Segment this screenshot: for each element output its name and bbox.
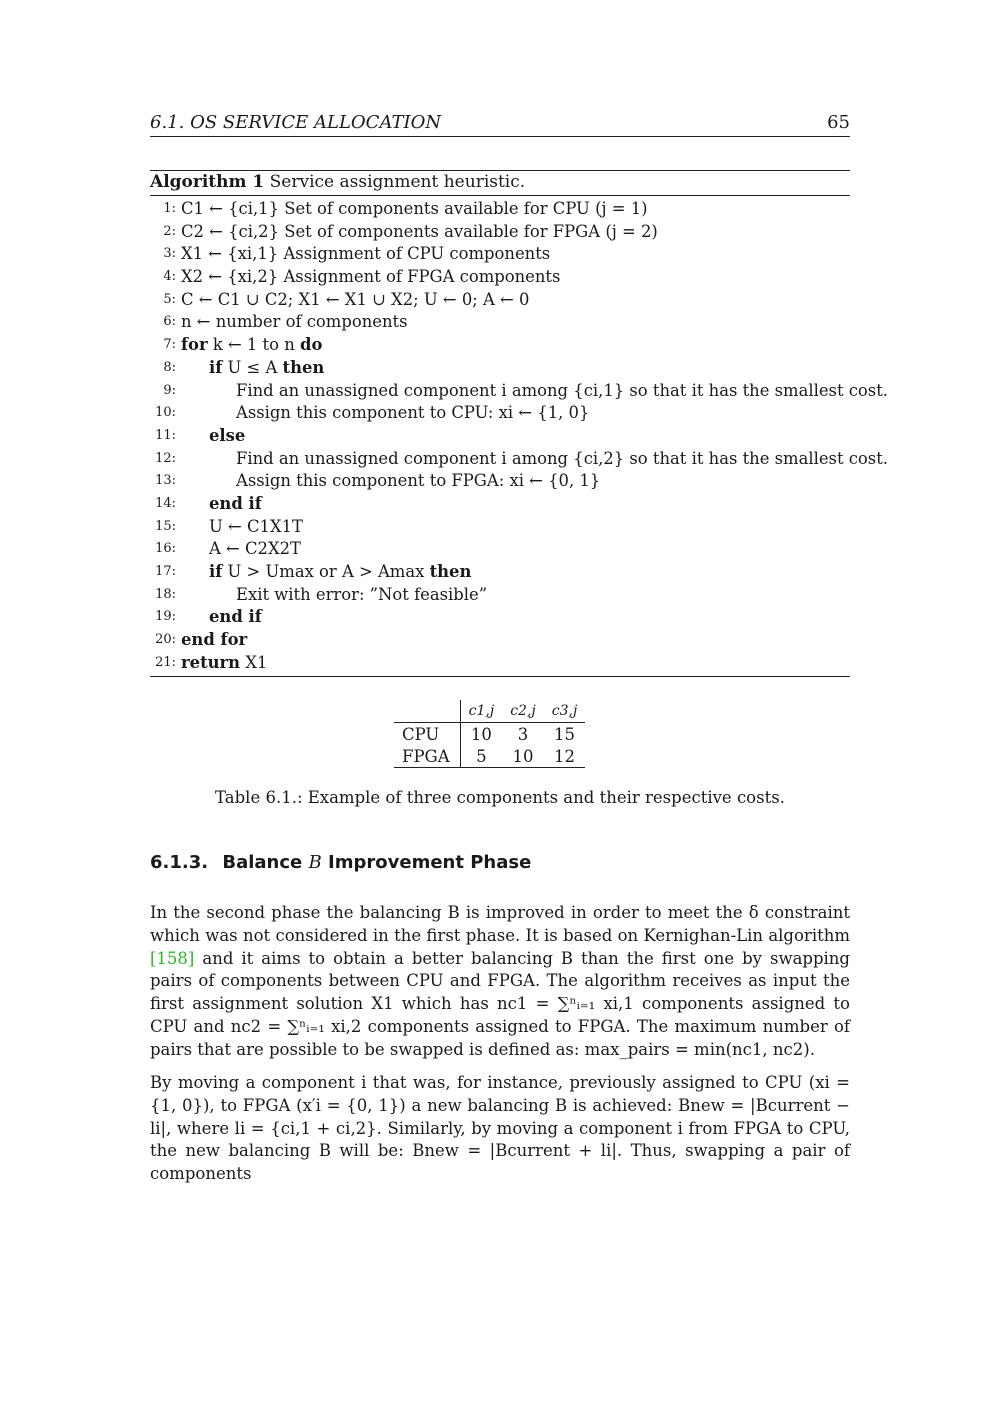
algorithm-line [150,652,850,675]
line-number: 7: [163,337,176,353]
line-number: 3: [163,246,176,262]
line-code: C1 ← {ci,1} Set of components available for CPU (j = 1) [181,199,648,218]
algorithm-line [150,221,850,244]
algorithm-line [150,425,850,448]
table-row [394,745,585,768]
keyword: then [429,562,472,581]
line-code: A ← C2X2T [209,539,301,559]
line-number: 5: [163,291,176,307]
line-number: 15: [155,518,176,534]
table-cell: 10 [502,745,544,768]
algorithm-line [150,516,850,539]
keyword: end for [181,630,248,650]
line-number: 19: [155,609,176,625]
line-number: 14: [155,495,176,511]
line-code [181,629,247,651]
line-number: 4: [163,269,176,285]
page-number: 65 [827,112,850,133]
line-number: 1: [163,201,176,216]
line-number: 10: [155,405,176,421]
line-number: 20: [155,632,176,648]
section-heading [150,852,531,873]
cost-table [394,700,585,768]
algorithm-label: Algorithm 1 [150,172,265,192]
running-header [150,110,850,137]
table-cell: 5 [460,745,502,768]
line-number: 17: [155,564,176,579]
table-col-header: c2,j [502,700,544,723]
section-title-pre: Balance [222,852,303,873]
line-number: 8: [163,359,176,375]
line-code: X1 ← {xi,1} Assignment of CPU components [181,244,551,264]
line-number: 18: [155,586,176,602]
line-code [209,606,262,628]
algorithm-lines [150,196,889,676]
line-code: n ← number of components [181,312,408,332]
keyword: return [181,652,241,672]
table-col-header: c1,j [460,700,502,723]
algorithm-line [150,198,850,221]
line-code: Exit with error: ”Not feasible” [236,584,488,604]
algorithm-line [150,266,850,289]
section-title-post: Improvement Phase [328,852,532,873]
algorithm-title: Service assignment heuristic. [269,172,526,192]
line-code: if U ≤ A then [209,357,325,377]
algorithm-line [150,289,850,312]
line-code: for k ← 1 to n do [181,335,323,355]
algorithm-line [150,470,850,493]
line-code: Find an unassigned component i among {ci,1} so that it has the smallest cost. [236,380,889,400]
keyword: then [282,357,325,377]
line-code: X2 ← {xi,2} Assignment of FPGA components [181,267,561,287]
table-cell: 10 [470,724,492,744]
algorithm-line [150,538,850,561]
line-code: Assign this component to CPU: xi ← {1, 0} [236,403,590,423]
algorithm-line [150,402,850,425]
keyword: else [209,425,246,445]
paragraph-1-text-a: In the second phase the balancing B is improved in order to meet the δ constraint which was not considered in the first phase. It is based on Kernighan-Lin algorithm [150,903,850,945]
algorithm-box [150,170,889,677]
line-number: 16: [155,541,176,557]
algorithm-line [150,311,850,334]
table-caption: Table 6.1.: Example of three components and their respective costs. [215,788,785,807]
algorithm-line [150,584,850,607]
section-title-var: B [308,852,322,873]
section-number: 6.1.3. [150,852,209,873]
line-code: Assign this component to FPGA: xi ← {0, 1} [236,471,601,491]
line-code [209,425,245,447]
table-cell: 3 [517,724,529,744]
line-code: Find an unassigned component i among {ci,2} so that it has the smallest cost. [236,448,889,468]
header-section-title: 6.1. OS SERVICE ALLOCATION [150,112,442,133]
paragraph-2: By moving a component i that was, for instance, previously assigned to CPU (xi = {1, 0}), to FPGA (x′i = {0, 1}) a new balancing B is achieved: Bnew = |Bcurrent − li|, where li = {ci,1 + ci,2}. Similarly, by moving a component i from FPGA to CPU, the new balancing B will be: Bnew = |Bcurrent + li|. Thus, swapping a pair of components [150,1073,850,1184]
line-number: 11: [155,427,176,443]
table-cell: 15 [554,724,576,744]
keyword: end if [209,607,262,627]
line-number: 12: [155,450,176,466]
algorithm-line [150,357,850,380]
table-cell: 12 [544,745,586,768]
paragraph-1 [150,902,850,1062]
line-number: 2: [163,223,176,239]
table-row [394,723,585,746]
algorithm-line [150,334,850,357]
line-number: 6: [163,314,176,330]
table-col-header: c3,j [544,700,586,723]
algorithm-line [150,561,850,584]
keyword: end if [209,493,262,513]
keyword: if [209,357,223,377]
line-number: 13: [155,473,176,489]
line-code: C2 ← {ci,2} Set of components available for FPGA (j = 2) [181,221,658,241]
table-corner [394,700,460,723]
line-code: C ← C1 ∪ C2; X1 ← X1 ∪ X2; U ← 0; A ← 0 [181,289,530,309]
citation-link[interactable]: [158] [150,948,195,968]
table-row-label: CPU [394,723,460,746]
algorithm-line [150,493,850,516]
algorithm-line [150,629,850,652]
keyword: do [300,335,323,355]
algorithm-caption [150,171,850,196]
algorithm-line [150,606,850,629]
line-code [209,493,262,515]
table-row-label: FPGA [394,745,460,768]
paragraph-1-text-b: and it aims to obtain a better balancing B than the first one by swapping pairs of components between CPU and FPGA. The algorithm receives as input the first assignment solution X1 which has nc1 = ∑ⁿᵢ₌₁ xi,1 components assigned to CPU and nc2 = ∑ⁿᵢ₌₁ xi,2 components assigned to FPGA. The maximum number of pairs that are possible to be swapped is defined as: max_pairs = min(nc1, nc2). [150,948,850,1059]
algorithm-line [150,380,889,403]
algorithm-line [150,448,889,471]
line-code: U ← C1X1T [209,516,303,536]
algorithm-line [150,243,850,266]
line-number: 9: [163,382,176,398]
keyword: for [181,335,208,355]
keyword: if [209,562,223,581]
line-code: if U > Umax or A > Amax then [209,562,472,581]
line-number: 21: [155,654,176,670]
line-code: return X1 [181,652,268,672]
